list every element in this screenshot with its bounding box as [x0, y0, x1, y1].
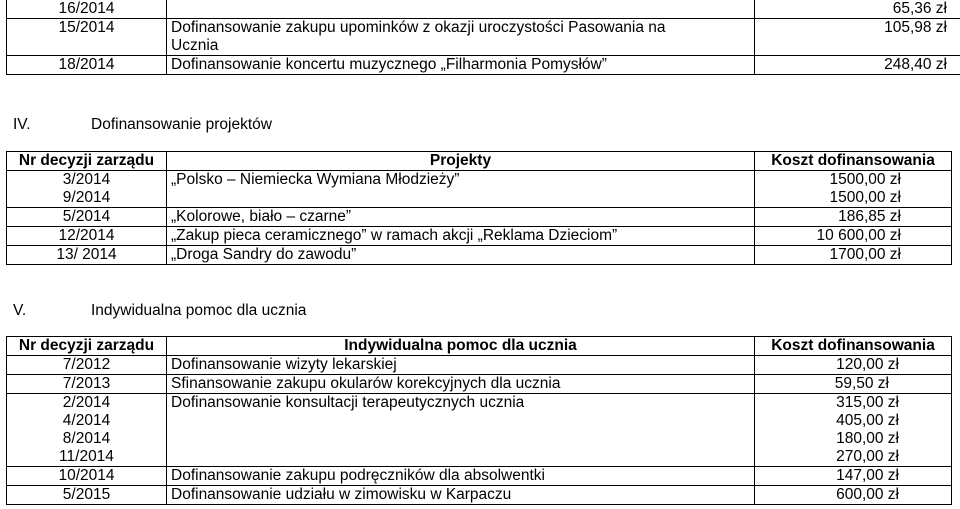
table-header-row [7, 152, 952, 171]
decision-description: Dofinansowanie koncertu muzycznego „Filharmonia Pomysłów” [167, 56, 755, 75]
column-header-individual-help: Indywidualna pomoc dla ucznia [167, 337, 755, 356]
decision-number: 5/2014 [7, 208, 167, 227]
decision-number: 12/2014 [7, 227, 167, 246]
section-heading-projects [13, 116, 272, 134]
table-row [7, 467, 952, 486]
section-title: Dofinansowanie projektów [91, 116, 272, 133]
decision-number: 13/ 2014 [7, 246, 167, 265]
decision-number: 10/2014 [7, 467, 167, 486]
project-name: „Kolorowe, biało – czarne” [167, 208, 755, 227]
project-cost: 186,85 zł [755, 208, 952, 227]
decision-number: 3/2014 [62, 171, 111, 188]
decision-number: 7/2013 [7, 375, 167, 394]
decision-description [167, 0, 755, 19]
decision-number: 11/2014 [59, 448, 114, 465]
project-name: „Polsko – Niemiecka Wymiana Młodzieży” [167, 171, 755, 208]
decision-cost: 248,40 zł [755, 56, 960, 75]
help-description: Dofinansowanie wizyty lekarskiej [167, 356, 755, 375]
decision-number: 4/2014 [62, 412, 111, 429]
table-row [7, 375, 952, 394]
help-cost: 180,00 zł [836, 430, 899, 447]
table-row [7, 0, 960, 19]
decision-description: Dofinansowanie zakupu upominków z okazji uroczystości Pasowania na Ucznia [167, 19, 755, 56]
decision-number: 15/2014 [7, 19, 167, 56]
table-row [7, 486, 952, 505]
decision-number: 5/2015 [7, 486, 167, 505]
decision-cost: 65,36 zł [755, 0, 960, 19]
decision-number: 7/2012 [7, 356, 167, 375]
table-decisions-continued [6, 0, 960, 75]
table-row [7, 394, 952, 467]
project-name: „Zakup pieca ceramicznego” w ramach akcji „Reklama Dzieciom” [167, 227, 755, 246]
decision-cost: 105,98 zł [755, 19, 960, 56]
help-costs [755, 394, 952, 467]
help-cost: 600,00 zł [755, 486, 952, 505]
table-row [7, 208, 952, 227]
section-heading-individual-help [13, 302, 306, 320]
table-header-row [7, 337, 952, 356]
table-row [7, 171, 952, 208]
table-row [7, 19, 960, 56]
decision-number: 16/2014 [7, 0, 167, 19]
table-individual-help [6, 336, 952, 505]
help-cost: 120,00 zł [755, 356, 952, 375]
section-number: IV. [13, 116, 31, 133]
decision-number: 9/2014 [62, 189, 111, 206]
decision-number: 8/2014 [62, 430, 111, 447]
decision-numbers [7, 394, 167, 467]
table-row [7, 227, 952, 246]
column-header-cost: Koszt dofinansowania [755, 337, 952, 356]
table-row [7, 356, 952, 375]
column-header-cost: Koszt dofinansowania [755, 152, 952, 171]
help-description: Sfinansowanie zakupu okularów korekcyjnych dla ucznia [167, 375, 755, 394]
column-header-decision-number: Nr decyzji zarządu [7, 337, 167, 356]
help-cost: 270,00 zł [836, 448, 899, 465]
table-row [7, 56, 960, 75]
help-description: Dofinansowanie zakupu podręczników dla absolwentki [167, 467, 755, 486]
decision-number: 18/2014 [7, 56, 167, 75]
help-cost: 147,00 zł [755, 467, 952, 486]
project-costs [755, 171, 952, 208]
table-row [7, 246, 952, 265]
column-header-projects: Projekty [167, 152, 755, 171]
help-cost: 59,50 zł [755, 375, 952, 394]
help-cost: 405,00 zł [836, 412, 899, 429]
section-number: V. [13, 302, 27, 319]
project-name: „Droga Sandry do zawodu” [167, 246, 755, 265]
decision-numbers [7, 171, 167, 208]
decision-number: 2/2014 [62, 394, 111, 411]
project-cost: 1500,00 zł [829, 171, 901, 188]
project-cost: 10 600,00 zł [755, 227, 952, 246]
table-projects [6, 151, 952, 265]
help-description: Dofinansowanie konsultacji terapeutycznych ucznia [167, 394, 755, 467]
project-cost: 1500,00 zł [829, 189, 901, 206]
section-title: Indywidualna pomoc dla ucznia [91, 302, 307, 319]
help-description: Dofinansowanie udziału w zimowisku w Karpaczu [167, 486, 755, 505]
project-cost: 1700,00 zł [755, 246, 952, 265]
help-cost: 315,00 zł [836, 394, 899, 411]
column-header-decision-number: Nr decyzji zarządu [7, 152, 167, 171]
